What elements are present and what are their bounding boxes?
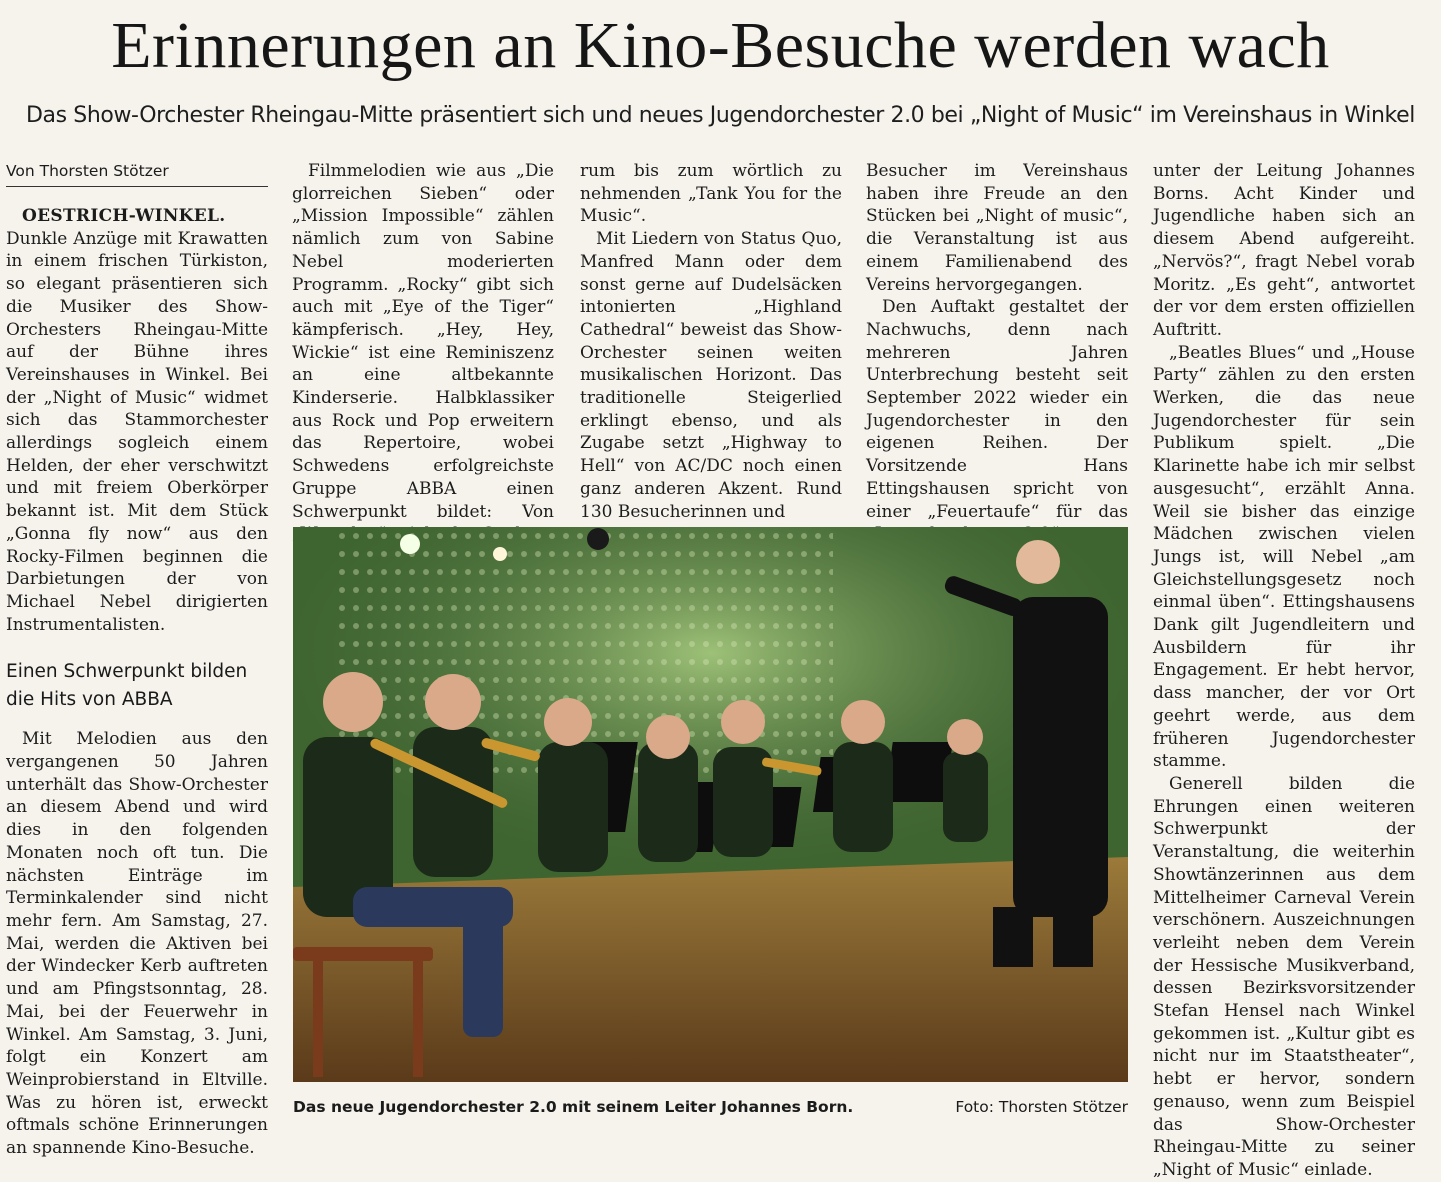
- photo-credit: Foto: Thorsten Stötzer: [955, 1098, 1128, 1116]
- paragraph: Mit Melodien aus den vergangenen 50 Jahren unterhält das Show-Orchester an diesem Abend und wird dies in den folgenden Monaten noch oft tun. Die nächsten Einträge im Terminkalender sind nicht mehr fern. Am Samstag, 27. Mai, werden die Aktiven bei der Windecker Kerb auftreten und am Pfingstsonntag, 28. Mai, bei der Feuerwehr in Winkel. Am Samstag, 3. Juni, folgt ein Konzert am Weinprobierstand in Eltville. Was zu hören ist, erweckt oftmals schöne Erinnerungen an spannende Kino-Besuche.: [6, 729, 268, 1159]
- lead-text: Dunkle Anzüge mit Krawatten in einem frischen Türkiston, so elegant präsentieren sich die Musiker des Show-Orchesters Rheingau-Mitte auf der Bühne ihres Vereinshauses in Winkel. Bei der „Night of Music“ widmet sich das Stammorchester allerdings sogleich einem Helden, der eher verschwitzt und mit freiem Oberkörper bekannt ist. Mit dem Stück „Gonna fly now“ aus den Rocky-Filmen beginnen die Darbietungen der von Michael Nebel dirigierten Instrumentalisten.: [6, 228, 268, 635]
- orchestra-photo-illustration: [293, 527, 1128, 1082]
- headline: Erinnerungen an Kino-Besuche werden wach: [111, 9, 1330, 82]
- column-5: [1153, 160, 1415, 1180]
- paragraph: Besucher im Vereinshaus haben ihre Freude an den Stücken bei „Night of music“, die Veranstaltung ist aus einem Familienabend des Vereins hervorgegangen.: [866, 161, 1128, 295]
- lead-paragraph: [6, 205, 268, 636]
- paragraph: rum bis zum wörtlich zu nehmenden „Tank You for the Music“.: [580, 161, 842, 227]
- paragraph: Filmmelodien wie aus „Die glorreichen Sieben“ oder „Mission Impossible“ zählen nämlich zum von Sabine Nebel moderierten Programm. „Rocky“ gibt sich auch mit „Eye of the Tiger“ kämpferisch. „Hey, Hey, Wickie“ ist eine Reminiszenz an eine altbekannte Kinderserie. Halbklassiker aus Rock und Pop erweitern das Repertoire, wobei Schwedens erfolgreichste Gruppe ABBA einen Schwerpunkt bildet: Von: [292, 161, 554, 522]
- orchestra-photo: [293, 527, 1128, 1082]
- subheadline: Das Show-Orchester Rheingau-Mitte präsentiert sich und neues Jugendorchester 2.0 bei „Night of Music“ im Vereinshaus in Winkel: [26, 103, 1415, 128]
- byline: Von Thorsten Stötzer: [6, 160, 268, 187]
- paragraph: Generell bilden die Ehrungen einen weiteren Schwerpunkt der Veranstaltung, die weiterhin Showtänzerinnen aus dem Mittelheimer Carneval Verein verschönern. Auszeichnungen verleiht neben dem Verein der Hessische Musikverband, dessen Bezirksvorsitzender Stefan Hensel nach Winkel gekommen ist. „Kultur gibt es nicht nur im Staatstheater“, hebt er hervor, sondern genauso, wenn zum Beispiel das Show-Orchester Rheingau-Mitte zu seiner „Night of Music“ einlade.: [1153, 773, 1415, 1180]
- column-1: [6, 160, 268, 1159]
- dateline: OESTRICH-WINKEL.: [22, 206, 226, 226]
- photo-caption: Das neue Jugendorchester 2.0 mit seinem Leiter Johannes Born.: [293, 1098, 854, 1116]
- paragraph: „Beatles Blues“ und „House Party“ zählen zu den ersten Werken, die das neue Jugendorchester für sein Publikum spielt. „Die Klarinette habe ich mir selbst ausgesucht“, erzählt Anna. Weil sie bisher das einzige Mädchen zwischen vielen Jungs ist, will Nebel „am Gleichstellungsgesetz noch einmal üben“. Ettingshausens Dank gilt Jugendleitern und Ausbildern für ihr Engagement. Er hebt hervor, dass mancher, der vor Ort geehrt werde, aus dem früheren Jugendorchester stamme.: [1153, 342, 1415, 772]
- section-subheading: Einen Schwerpunkt bilden die Hits von ABBA: [6, 661, 248, 711]
- paragraph: unter der Leitung Johannes Borns. Acht Kinder und Jugendliche haben sich an diesem Abend aufgereiht. „Nervös?“, fragt Nebel vorab Moritz. „Es geht“, antwortet der vor dem ersten offiziellen Auftritt.: [1153, 161, 1415, 340]
- paragraph: Den Auftakt gestaltet der Nachwuchs, denn nach mehreren Jahren Unterbrechung besteht seit September 2022 wieder ein Jugendorchester in den eigenen Reihen. Der Vorsitzende Hans Ettingshausen spricht von einer „Feuertaufe“ für das: [866, 297, 1128, 522]
- paragraph: Mit Liedern von Status Quo, Manfred Mann oder dem sonst gerne auf Dudelsäcken intonierten „Highland Cathedral“ beweist das Show-Orchester seinen weiten musikalischen Horizont. Das traditionelle Steigerlied erklingt ebenso, und als Zugabe setzt „Highway to Hell“ von AC/DC noch einen ganz anderen Akzent. Rund 130 Besucherinnen und: [580, 229, 842, 522]
